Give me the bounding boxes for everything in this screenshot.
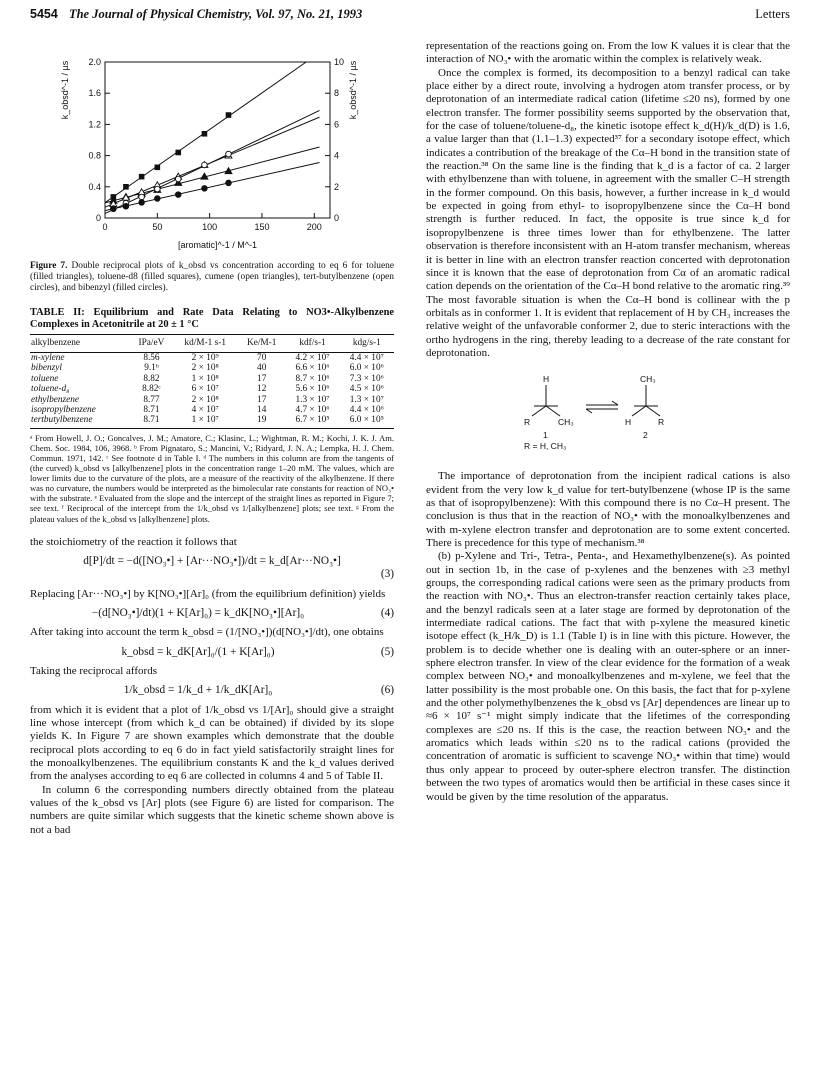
left-tick-label: 1.2 <box>88 119 101 130</box>
left-tick-label: 0.8 <box>88 150 101 161</box>
table-cell: 7.3 × 10⁶ <box>349 373 384 384</box>
fit-line <box>105 110 320 213</box>
table-cell: ethylbenzene <box>31 394 80 405</box>
conformer-scheme <box>426 368 790 452</box>
scheme-bond <box>632 406 646 416</box>
right-column <box>426 40 790 804</box>
fit-line <box>105 163 320 211</box>
figure-caption <box>30 261 394 295</box>
table-row <box>30 384 394 394</box>
data-point-open-circle <box>202 162 208 168</box>
left-tick-label: 0 <box>95 213 101 223</box>
table-cell: 1 × 10⁸ <box>191 373 219 384</box>
page-number: 5454 <box>30 7 58 21</box>
table-cell: 5.6 × 10⁶ <box>295 384 330 395</box>
data-point-filled-square <box>226 112 232 118</box>
data-point-filled-circle <box>111 206 117 212</box>
right-tick-label: 2 <box>334 181 340 192</box>
left-tick-label: 1.6 <box>88 88 101 99</box>
table-cell: 4 × 10⁷ <box>191 404 219 415</box>
x-axis-label: [aromatic]^-1 / M^-1 <box>178 240 257 250</box>
data-point-filled-circle <box>202 186 208 192</box>
table-cell: 17 <box>257 373 267 384</box>
table-cell: 8.56 <box>143 352 160 363</box>
table-cell: 12 <box>257 384 267 395</box>
table-cell: tertbutylbenzene <box>30 415 131 428</box>
equation-number: (5) <box>380 645 394 658</box>
table-cell: 8.71 <box>131 415 173 428</box>
x-tick-label: 100 <box>202 222 218 232</box>
scheme-bond <box>546 406 560 416</box>
table-cell: 4.5 × 10⁶ <box>349 384 384 395</box>
equation-3 <box>30 555 394 568</box>
table-row <box>30 405 394 415</box>
data-point-filled-square <box>139 174 145 180</box>
table-column-header: kdg/s-1 <box>340 334 394 352</box>
equilibrium-arrowhead <box>612 401 618 405</box>
table-cell: 17 <box>257 394 267 405</box>
equation-body: k_obsd = k_dK[Ar]₀/(1 + K[Ar]₀) <box>121 645 275 658</box>
data-point-filled-circle <box>226 180 232 186</box>
x-tick-label: 0 <box>102 222 108 232</box>
x-tick-label: 150 <box>254 222 270 232</box>
table-cell: 4.7 × 10⁶ <box>295 404 330 415</box>
scheme-legend: R = H, CH₃ <box>524 441 567 452</box>
data-point-filled-square <box>175 150 181 156</box>
table-cell: 9.1ᵇ <box>144 363 159 374</box>
paragraph: Once the complex is formed, its decomposition to a benzyl radical can take place either by a direct route, involving a hydrogen atom transfer process, or by deprotonation of an intermediate radical cation (lifetime ≤20 ns), formed by one electron transfer. The former possibility seems supported by the observation that, for the case of toluene/toluene-d₈, the kinetic isotope effect k_d(H)/k_d(D) is 1.6, a value larger than that (1.1–1.3) expected³⁷ for a secondary isotope effect, which indicates a contribution of the breakage of the Cα–H bond in the transition state of the reaction.³⁸ On the same line is the finding that k_d is a factor of ca. 2 larger with ethylbenzene than with toluene, in agreement with the smaller C–H strength in the former compound. On this basis, however, a further increase in k_d would be expected in going from ethyl- to isopropylbenzene since the Cα–H bond strength is further reduced. In fact, the opposite is true since k_d for isopropylbenzene is three times lower than for ethylbenzene. The latter observation is therefore inconsistent with an H-atom transfer mechanism, whereas it is better in line with an electron transfer reaction concerted with deprotonation since it is known that the ease of deprotonation from Cα of an aromatic radical cation depends on the orientation of the Cα–H bond relative to the aromatic ring.³⁹ The most favorable situation is when the Cα–H bond is collinear with the p orbitals as in conformer 1. It is evident that replacement of H by CH₃ increases the relative weight of the unfavorable conformer 2, due to steric interactions with the ortho hydrogens in the ring, thereby leading to a decrease of the rate constant for deprotonation. <box>426 66 790 359</box>
data-point-open-circle <box>226 151 232 157</box>
table-footnote: ᵃ From Howell, J. O.; Goncalves, J. M.; Amatore, C.; Klasinc, L.; Wightman, R. M.; Kochi, J. K. J. Am. Chem. Soc. 1984, 106, 3968. ᵇ From Pignataro, S.; Mancini, V.; Ridyard, J. N. A.; Lempka, H. J. Chem. Commun. 1971, 142. ᶜ See footnote d in Table I. ᵈ The numbers in this column are from the tangents of (the curved) k_obsd vs [alkylbenzene] plots in the concentration range 1–20 mM. The values, which are lower limits due to the curvature of the plots, are a measure of the reactivity of the alkylbenzene. If there was no curvature, the numbers would be interpreted as the bimolecular rate constants for reaction of NO₃• with the substrate. ᵉ Evaluated from the slope and the intercept of the straight lines as reported in Figure 7; see text. ᶠ Reciprocal of the intercept from the 1/k_obsd vs 1/[alkylbenzene] plots; see text. ᵍ From the plateau values of the k_obsd vs [alkylbenzene] plots. <box>30 432 394 524</box>
table-cell: 6.7 × 10⁵ <box>285 415 339 428</box>
x-tick-label: 200 <box>306 222 322 232</box>
table-cell: 14 <box>257 404 267 415</box>
left-tick-label: 2.0 <box>88 57 101 67</box>
left-axis-label: k_obsd^-1 / µs <box>60 60 70 120</box>
scheme-h1: H <box>543 374 550 385</box>
scheme-bond <box>532 406 546 416</box>
table-cell: bibenzyl <box>31 363 62 374</box>
equation-body: d[P]/dt = −d([NO₃•] + [Ar···NO₃•])/dt = k_d[Ar···NO₃•] <box>83 554 341 567</box>
right-tick-label: 10 <box>334 57 345 67</box>
equation-5 <box>30 646 394 659</box>
scheme-number-1: 1 <box>543 430 548 441</box>
data-point-filled-circle <box>155 196 161 202</box>
paragraph: the stoichiometry of the reaction it follows that <box>30 535 237 548</box>
table-row <box>30 415 394 428</box>
table-cell: 4.2 × 10⁷ <box>295 352 330 363</box>
x-tick-label: 50 <box>152 222 163 232</box>
table-cell: 8.7 × 10⁶ <box>295 373 330 384</box>
table-cell: toluene-d₈ <box>31 384 70 395</box>
table-cell: 2 × 10⁹ <box>191 352 219 363</box>
table-row <box>30 363 394 373</box>
equation-4 <box>30 607 394 620</box>
data-point-filled-square <box>202 131 208 137</box>
table-cell: 8.82ᶜ <box>142 384 161 395</box>
caption-text: Double reciprocal plots of k_obsd vs concentration according to eq 6 for toluene (filled triangles), toluene-d8 (filled squares), cumene (open triangles), tert-butylbenzene (open circles), and bibenzyl (filled circles). <box>30 261 395 294</box>
paragraph: from which it is evident that a plot of 1/k_obsd vs 1/[Ar]₀ should give a straight line whose intercept (from which k_d can be obtained) if divided by its slope yields K. In Figure 7 are shown examples which demonstrate that the double reciprocal plots according to eq 6 do in fact yield satisfactorily straight lines for the monoalkylbenzenes. The equilibrium constants K and the k_d values derived from the analyses according to eq 6 are collected in columns 4 and 5 of Table II. <box>30 703 394 783</box>
table-cell: 8.77 <box>143 394 160 405</box>
figure-7-chart <box>30 40 394 255</box>
table-2 <box>30 334 394 429</box>
scheme-ch3-top: CH₃ <box>640 374 656 385</box>
data-point-filled-circle <box>123 204 129 210</box>
table-row <box>30 395 394 405</box>
fit-line <box>105 147 320 203</box>
table-column-header: kd/M-1 s-1 <box>172 334 238 352</box>
paragraph: representation of the reactions going on. From the low K values it is clear that the interaction of NO₃• with the aromatic within the complex is relatively weak. <box>426 40 790 66</box>
table-column-header: kdf/s-1 <box>285 334 339 352</box>
data-point-filled-circle <box>175 192 181 198</box>
table-body <box>30 352 394 428</box>
data-point-open-circle <box>139 194 145 200</box>
right-axis-label: k_obsd^-1 / µs <box>348 60 358 120</box>
table-column-header: alkylbenzene <box>30 334 131 352</box>
table-cell: 6.0 × 10⁵ <box>340 415 394 428</box>
table-cell: 1.3 × 10⁷ <box>295 394 330 405</box>
scheme-h2: H <box>625 417 632 428</box>
table-cell: 6.0 × 10⁶ <box>349 363 384 374</box>
right-tick-label: 8 <box>334 88 340 99</box>
data-point-filled-square <box>155 165 161 171</box>
scheme-r1: R <box>524 417 531 428</box>
paragraph: Replacing [Ar···NO₃•] by K[NO₃•][Ar]₀ (from the equilibrium definition) yields <box>30 587 386 600</box>
scheme-ch3-1: CH₃ <box>558 417 574 428</box>
table-header-row <box>30 334 394 352</box>
table-cell: isopropylbenzene <box>31 404 96 415</box>
left-column <box>30 40 394 837</box>
equation-6 <box>30 684 394 697</box>
section-name: Letters <box>755 7 790 21</box>
scheme-bond <box>646 406 660 416</box>
right-tick-label: 0 <box>334 213 340 223</box>
table-row <box>30 374 394 384</box>
table-cell: 6 × 10⁷ <box>191 384 219 395</box>
table-cell: toluene <box>31 373 59 384</box>
paragraph: In column 6 the corresponding numbers directly obtained from the plateau values of the k_obsd vs [Ar] plots (see Figure 6) are listed for comparison. The numbers are quite similar which suggests that the kinetic scheme shown above is not a bad <box>30 783 394 836</box>
paragraph: (b) p-Xylene and Tri-, Tetra-, Penta-, and Hexamethylbenzene(s). As pointed out in section 1b, in the case of p-xylenes and the benzenes with ≥3 methyl groups, the corresponding radical cations were seen as the primary products from the reaction with NO₃•. Thus an electron-transfer reaction certainly takes place, and the benzyl radicals seen at a later stage are formed by deprotonation of the intermediate radical cations. The fact that with p-xylene the measured kinetic isotope effect (k_H/k_D) is 1.1 (Table I) is in line with this picture. However, the problem is to decide whether one is dealing with an outer-sphere or an inner-sphere electron transfer. In view of the clear evidence for the formation of a weak complex between NO₃• and monoalkylbenzenes and m-xylene, we feel that the latter possibility is the most probable one. On this basis, the fact that for p-xylene and the other polymethylbenzenes the k_obsd vs [Ar] dependences are linear up to ≈6 × 10⁷ s⁻¹ might simply indicate that the lifetimes of the corresponding complexes are ≤20 ns. If this is the case, the reaction between NO₃• and the aromatics which leads within ≤20 ns to the radical cations (provided the concentration of aromatic is sufficient to scavenge NO₃• within that time) would thus only appear to proceed by outer-sphere electron transfer. The distinction between the two types of aromatics would then be artificial in these cases since it would be given by the time resolution of the apparatus. <box>426 550 790 803</box>
table-cell: 2 × 10⁸ <box>191 394 219 405</box>
table-cell: 1.3 × 10⁷ <box>349 394 384 405</box>
equation-number: (6) <box>380 684 394 697</box>
table-cell: m-xylene <box>31 352 65 363</box>
equation-3-number-row <box>30 568 394 581</box>
table-title: TABLE II: Equilibrium and Rate Data Relating to NO3•-Alkylbenzene Complexes in Acetonitrile at 20 ± 1 °C <box>30 306 394 330</box>
table-column-header: Ke/M-1 <box>238 334 285 352</box>
table-cell: 2 × 10⁸ <box>191 363 219 374</box>
table-cell: 6.6 × 10⁶ <box>295 363 330 374</box>
equilibrium-arrowhead <box>586 409 592 413</box>
right-tick-label: 4 <box>334 150 340 161</box>
journal-title: The Journal of Physical Chemistry, Vol. 97, No. 21, 1993 <box>68 7 363 21</box>
data-point-filled-triangle <box>225 168 232 174</box>
data-point-filled-circle <box>139 200 145 206</box>
paragraph: Taking the reciprocal affords <box>30 665 157 678</box>
table-row <box>30 352 394 363</box>
equation-body: −(d[NO₃•]/dt)(1 + K[Ar]₀) = k_dK[NO₃•][Ar]₀ <box>91 607 305 620</box>
table-cell: 4.4 × 10⁷ <box>349 352 384 363</box>
data-point-filled-square <box>111 194 117 200</box>
equation-number: (4) <box>380 607 394 620</box>
table-cell: 1 × 10⁷ <box>172 415 238 428</box>
table-cell: 8.71 <box>143 404 160 415</box>
table-cell: 19 <box>238 415 285 428</box>
right-tick-label: 6 <box>334 119 340 130</box>
left-tick-label: 0.4 <box>88 181 101 192</box>
table-cell: 70 <box>257 352 267 363</box>
caption-label: Figure 7. <box>30 261 68 271</box>
equation-number: (3) <box>380 568 394 581</box>
paragraph: After taking into account the term k_obsd = (1/[NO₃•])(d[NO₃•]/dt), one obtains <box>30 626 384 639</box>
data-point-filled-square <box>123 184 129 190</box>
figure-7 <box>30 40 394 255</box>
table-cell: 4.4 × 10⁶ <box>349 404 384 415</box>
table-cell: 8.82 <box>143 373 160 384</box>
scheme-number-2: 2 <box>643 430 648 441</box>
data-point-open-circle <box>155 186 161 192</box>
paragraph: The importance of deprotonation from the incipient radical cations is also evident from the very low k_d value for tert-butylbenzene (whose IP is the same as that of isopropylbenzene): With this compound there is no Cα–H present. The conclusion is thus that in the reaction of NO₃• with the monoalkylbenzenes and with m-xylene electron transfer and deprotonation are to some extent concerted. There is precedence for this type of mechanism.³⁸ <box>426 470 790 549</box>
data-point-open-circle <box>175 176 181 182</box>
page-header <box>30 7 790 25</box>
table-column-header: IPa/eV <box>131 334 173 352</box>
scheme-r2: R <box>658 417 665 428</box>
table-cell: 40 <box>257 363 267 374</box>
equation-body: 1/k_obsd = 1/k_d + 1/k_dK[Ar]₀ <box>123 684 273 697</box>
scheme-drawing <box>426 368 790 440</box>
